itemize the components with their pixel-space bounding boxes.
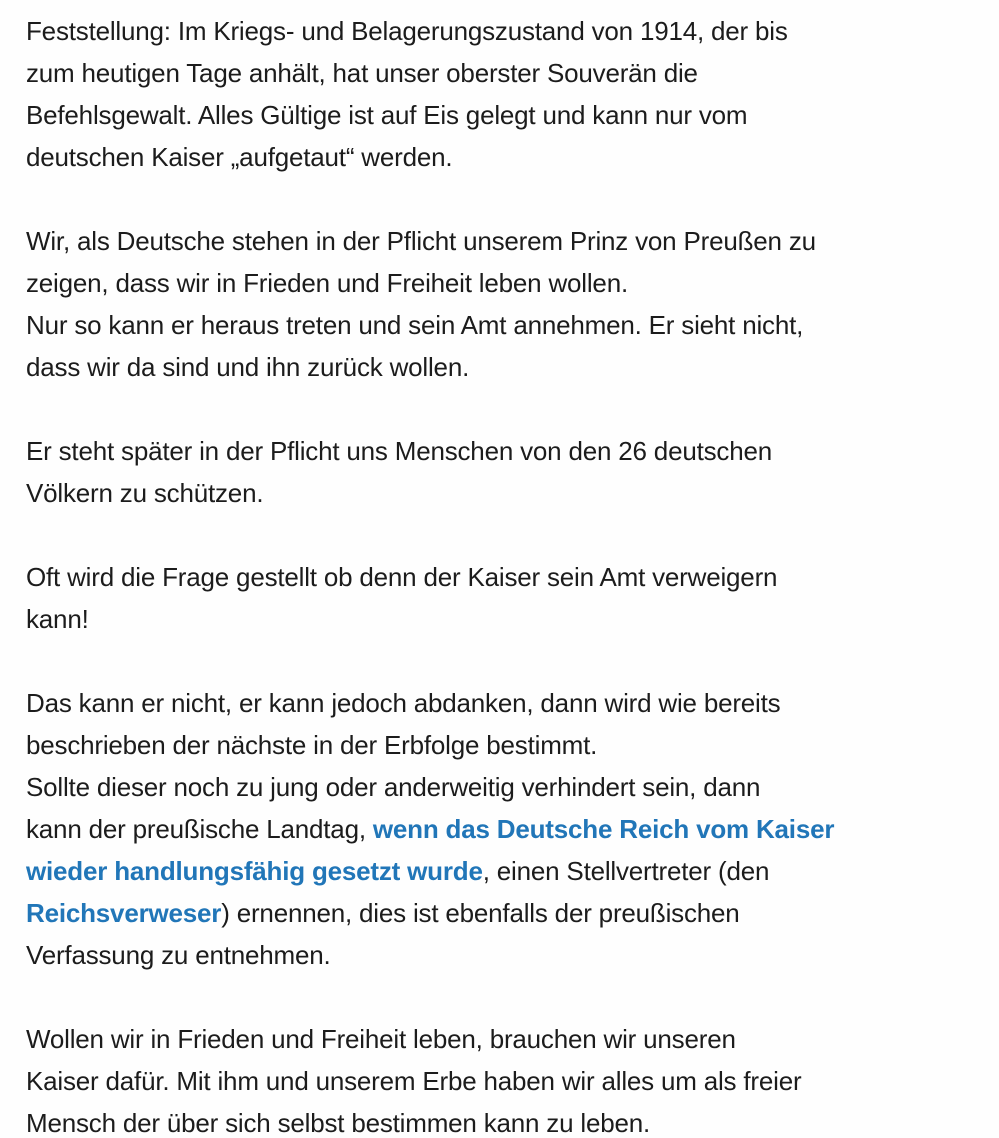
text-line: Wir, als Deutsche stehen in der Pflicht unserem Prinz von Preußen zu [26, 226, 816, 256]
text-line: Das kann er nicht, er kann jedoch abdanken, dann wird wie bereits [26, 688, 781, 718]
paragraph-3 [26, 430, 981, 514]
text-line: zum heutigen Tage anhält, hat unser oberster Souverän die [26, 58, 698, 88]
text-line: Kaiser dafür. Mit ihm und unserem Erbe haben wir alles um als freier [26, 1066, 802, 1096]
text-line: Er steht später in der Pflicht uns Menschen von den 26 deutschen [26, 436, 772, 466]
text-line: Wollen wir in Frieden und Freiheit leben, brauchen wir unseren [26, 1024, 736, 1054]
emphasized-text: wieder handlungsfähig gesetzt wurde [26, 856, 483, 886]
paragraph-6 [26, 1018, 981, 1138]
paragraph-4 [26, 556, 981, 640]
text-line: ) ernennen, dies ist ebenfalls der preußischen [221, 898, 740, 928]
text-line: deutschen Kaiser „aufgetaut“ werden. [26, 142, 453, 172]
text-line: Verfassung zu entnehmen. [26, 940, 331, 970]
text-line: zeigen, dass wir in Frieden und Freiheit leben wollen. [26, 268, 628, 298]
text-line: Feststellung: Im Kriegs- und Belagerungszustand von 1914, der bis [26, 16, 788, 46]
text-line: kann! [26, 604, 89, 634]
paragraph-5 [26, 682, 981, 976]
text-line: kann der preußische Landtag, [26, 814, 373, 844]
text-line: Mensch der über sich selbst bestimmen kann zu leben. [26, 1108, 651, 1138]
text-line: , einen Stellvertreter (den [482, 856, 770, 886]
text-line: beschrieben der nächste in der Erbfolge bestimmt. [26, 730, 598, 760]
text-line: dass wir da sind und ihn zurück wollen. [26, 352, 470, 382]
text-line: Befehlsgewalt. Alles Gültige ist auf Eis gelegt und kann nur vom [26, 100, 748, 130]
text-line: Sollte dieser noch zu jung oder anderweitig verhindert sein, dann [26, 772, 761, 802]
paragraph-2 [26, 220, 981, 388]
text-line: Nur so kann er heraus treten und sein Amt annehmen. Er sieht nicht, [26, 310, 804, 340]
paragraph-1 [26, 10, 981, 178]
text-line: Völkern zu schützen. [26, 478, 264, 508]
emphasized-text: wenn das Deutsche Reich vom Kaiser [372, 814, 835, 844]
text-line: Oft wird die Frage gestellt ob denn der Kaiser sein Amt verweigern [26, 562, 778, 592]
emphasized-text: Reichsverweser [26, 898, 222, 928]
